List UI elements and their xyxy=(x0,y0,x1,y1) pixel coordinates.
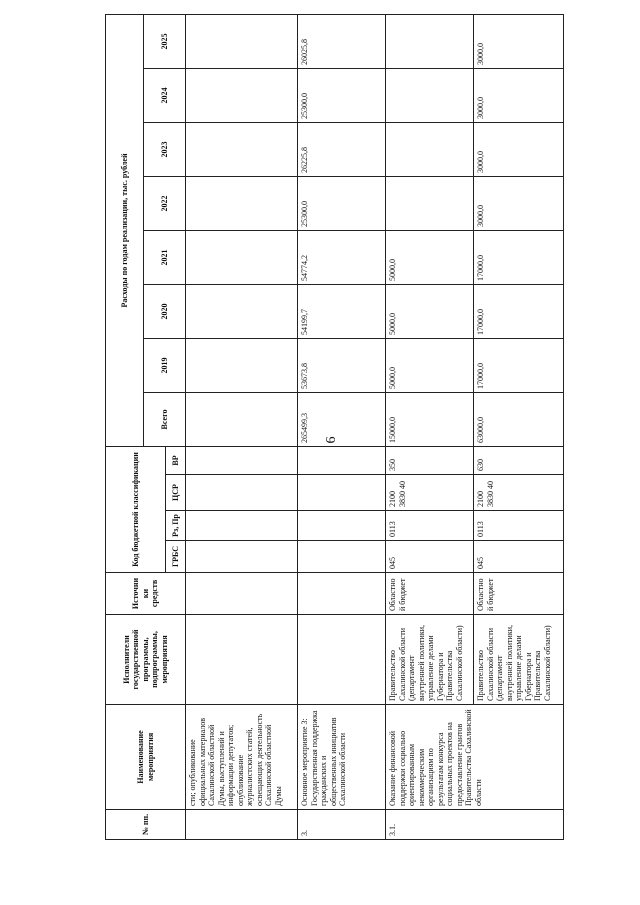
cell-rzpr: 0113 xyxy=(474,511,564,541)
cell-event-name: Оказание финансовой поддержки социально ориентированным некоммерческим организациям по результатам конкурса социальных проектов на предоставление грантов Правительства Сахалинской области xyxy=(386,705,564,810)
header-num: № пп. xyxy=(106,810,186,840)
cell-vr xyxy=(298,446,386,474)
cell-2022 xyxy=(386,176,474,230)
cell-2020: 17000,0 xyxy=(474,284,564,338)
cell-2025 xyxy=(386,14,474,68)
cell-num xyxy=(186,810,298,840)
header-event-name: Наименование мероприятия xyxy=(106,705,186,810)
header-2020: 2020 xyxy=(144,284,186,338)
table-row xyxy=(386,14,474,839)
cell-sources: Областной бюджет xyxy=(474,573,564,615)
cell-sources xyxy=(298,573,386,615)
cell-total: 63000,0 xyxy=(474,392,564,446)
cell-executor xyxy=(298,615,386,705)
cell-total xyxy=(186,392,298,446)
cell-2019: 53673,8 xyxy=(298,338,386,392)
cell-2025: 3000,0 xyxy=(474,14,564,68)
cell-2019 xyxy=(186,338,298,392)
header-budget-code: Код бюджетной классификации xyxy=(106,446,166,572)
cell-2021 xyxy=(186,230,298,284)
cell-2022: 3000,0 xyxy=(474,176,564,230)
cell-2023 xyxy=(386,122,474,176)
cell-num: 3.1. xyxy=(386,810,564,840)
cell-event-name: сти; опубликование официальных материалов Сахалинской областной Думы, выступлений и информации депутатов; опубликование журналистских статей, освещающих деятельность Сахалинской областной Думы xyxy=(186,705,298,810)
cell-2021: 17000,0 xyxy=(474,230,564,284)
cell-2020: 54199,7 xyxy=(298,284,386,338)
cell-csr xyxy=(298,475,386,511)
cell-2023 xyxy=(186,122,298,176)
header-2021: 2021 xyxy=(144,230,186,284)
header-2025: 2025 xyxy=(144,14,186,68)
cell-executor: Правительство Сахалинской области (департамент внутренней политики, управление делами Губернатора и Правительства Сахалинской области) xyxy=(386,615,474,705)
cell-rzpr xyxy=(298,511,386,541)
header-2023: 2023 xyxy=(144,122,186,176)
budget-table xyxy=(105,14,564,840)
header-grbs: ГРБС xyxy=(166,541,186,573)
cell-2023: 3000,0 xyxy=(474,122,564,176)
header-expenses: Расходы по годам реализации, тыс. рублей xyxy=(106,14,144,446)
cell-2021: 54774,2 xyxy=(298,230,386,284)
header-csr: ЦСР xyxy=(166,475,186,511)
cell-executor: Правительство Сахалинской области (департамент внутренней политики, управление делами Губернатора и Правительства Сахалинской области) xyxy=(474,615,564,705)
cell-2024 xyxy=(186,68,298,122)
cell-rzpr xyxy=(186,511,298,541)
cell-csr: 2100 3830 40 xyxy=(474,475,564,511)
header-2024: 2024 xyxy=(144,68,186,122)
cell-total: 265499,3 xyxy=(298,392,386,446)
cell-event-name: Основное мероприятие 3: Государственная поддержка гражданских и общественных инициатив Сахалинской области xyxy=(298,705,386,810)
cell-2023: 26225,8 xyxy=(298,122,386,176)
cell-executor xyxy=(186,615,298,705)
cell-rzpr: 0113 xyxy=(386,511,474,541)
cell-vr xyxy=(186,446,298,474)
header-2019: 2019 xyxy=(144,338,186,392)
page-number: 6 xyxy=(324,436,339,444)
table-row xyxy=(186,14,298,839)
header-sources: Источники средств xyxy=(106,573,186,615)
cell-vr: 630 xyxy=(474,446,564,474)
header-executor: Исполнители государственной программы, подпрограммы, мероприятия xyxy=(106,615,186,705)
cell-csr xyxy=(186,475,298,511)
cell-2019: 17000,0 xyxy=(474,338,564,392)
cell-vr: 350 xyxy=(386,446,474,474)
cell-total: 15000,0 xyxy=(386,392,474,446)
header-2022: 2022 xyxy=(144,176,186,230)
cell-2019: 5000,0 xyxy=(386,338,474,392)
cell-num: 3. xyxy=(298,810,386,840)
cell-2022: 25300,0 xyxy=(298,176,386,230)
cell-2025 xyxy=(186,14,298,68)
cell-2025: 26025,8 xyxy=(298,14,386,68)
header-vr: ВР xyxy=(166,446,186,474)
cell-2024: 25300,0 xyxy=(298,68,386,122)
cell-grbs: 045 xyxy=(474,541,564,573)
cell-2020 xyxy=(186,284,298,338)
cell-2020: 5000,0 xyxy=(386,284,474,338)
cell-grbs xyxy=(186,541,298,573)
cell-2024: 3000,0 xyxy=(474,68,564,122)
header-rzpr: Рз, Пр xyxy=(166,511,186,541)
cell-sources xyxy=(186,573,298,615)
cell-sources: Областной бюджет xyxy=(386,573,474,615)
cell-csr: 2100 3830 40 xyxy=(386,475,474,511)
cell-2024 xyxy=(386,68,474,122)
cell-grbs: 045 xyxy=(386,541,474,573)
cell-2021: 5000,0 xyxy=(386,230,474,284)
header-total: Всего xyxy=(144,392,186,446)
table-row xyxy=(298,14,386,839)
cell-grbs xyxy=(298,541,386,573)
rotated-table-container xyxy=(105,33,585,840)
cell-2022 xyxy=(186,176,298,230)
